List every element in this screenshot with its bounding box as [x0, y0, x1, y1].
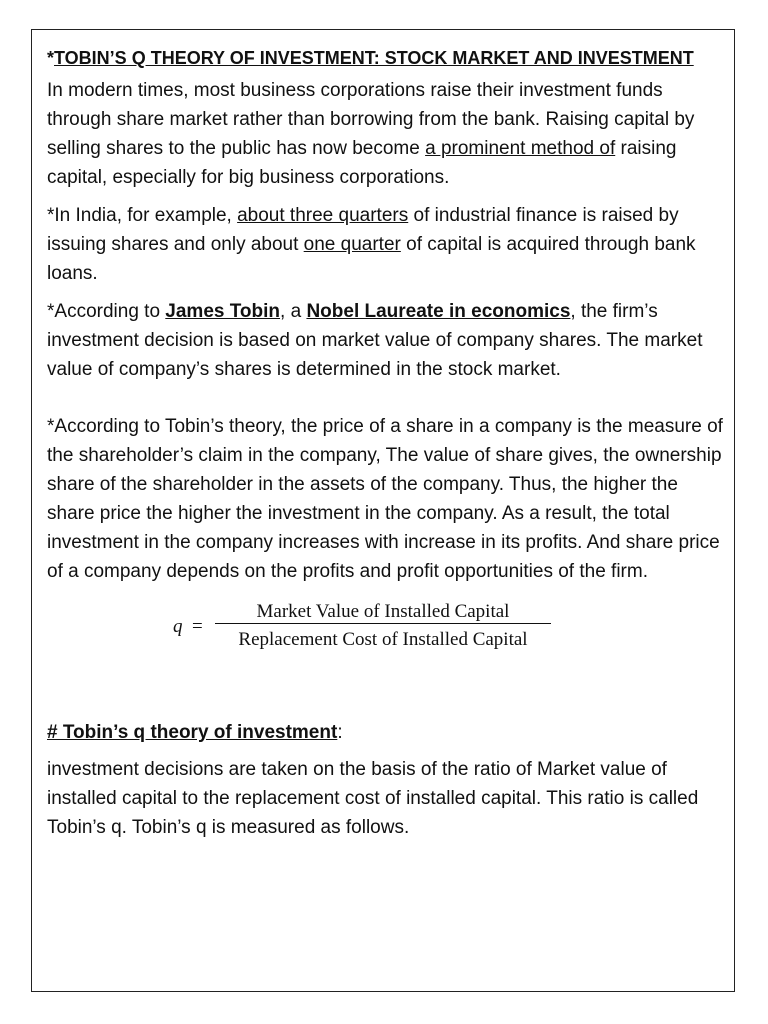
p3-award: Nobel Laureate in economics	[306, 301, 571, 322]
title-text: TOBIN’S Q THEORY OF INVESTMENT: STOCK MARKET AND INVESTMENT	[54, 48, 694, 68]
document-body	[47, 44, 727, 842]
paragraph-q-ratio: investment decisions are taken on the basis of the ratio of Market value of installed capital to the replacement cost of installed capital. This ratio is called Tobin’s q. Tobin’s q is measured as follows.	[47, 759, 699, 838]
formula-denominator: Replacement Cost of Installed Capital	[238, 629, 528, 650]
paragraph-tobin-theory: *According to Tobin’s theory, the price of a share in a company is the measure of the shareholder’s claim in the company, The value of share gives, the ownership share of the shareholder in the assets of the company. Thus, the higher the share price the higher the investment in the company. As a result, the total investment in the company increases with increase in its profits. And share price of a company depends on the profits and profit opportunities of the firm.	[47, 416, 723, 582]
fraction-bar	[215, 623, 551, 624]
formula-equals: =	[192, 616, 203, 637]
formula-numerator: Market Value of Installed Capital	[256, 601, 510, 622]
p3-text-c: , the firm’s investment decision is based on market value of company shares. The market value of company’s shares is determined in the stock market.	[47, 301, 703, 380]
paragraph-india	[47, 201, 727, 288]
p2-text-a: *In India, for example,	[47, 205, 238, 226]
paragraph-james-tobin	[47, 297, 727, 384]
p1-text-b: raising capital, especially for big business corporations.	[47, 138, 677, 188]
document-title	[47, 44, 727, 72]
tobins-q-formula	[47, 586, 727, 718]
section-heading	[47, 718, 727, 747]
paragraph-share-market	[47, 76, 727, 192]
p3-text-b: , a	[280, 301, 307, 322]
section-heading-text: # Tobin’s q theory of investment	[47, 722, 338, 743]
title-prefix: *	[47, 48, 55, 68]
p3-name: James Tobin	[165, 301, 281, 322]
p2-text-c: of capital is acquired through bank loans.	[47, 234, 696, 284]
p2-text-b: of industrial finance is raised by issuing shares and only about	[47, 205, 679, 255]
formula-lhs: q	[173, 616, 183, 637]
section-heading-colon: :	[337, 722, 343, 743]
p2-underlined-1: about three quarters	[237, 205, 409, 226]
p1-text-a: In modern times, most business corporations raise their investment funds through share market rather than borrowing from the bank. Raising capital by selling shares to the public has now become	[47, 80, 695, 159]
p1-underlined: a prominent method of	[425, 138, 616, 159]
p2-underlined-2: one quarter	[303, 234, 401, 255]
p3-text-a: *According to	[47, 301, 166, 322]
